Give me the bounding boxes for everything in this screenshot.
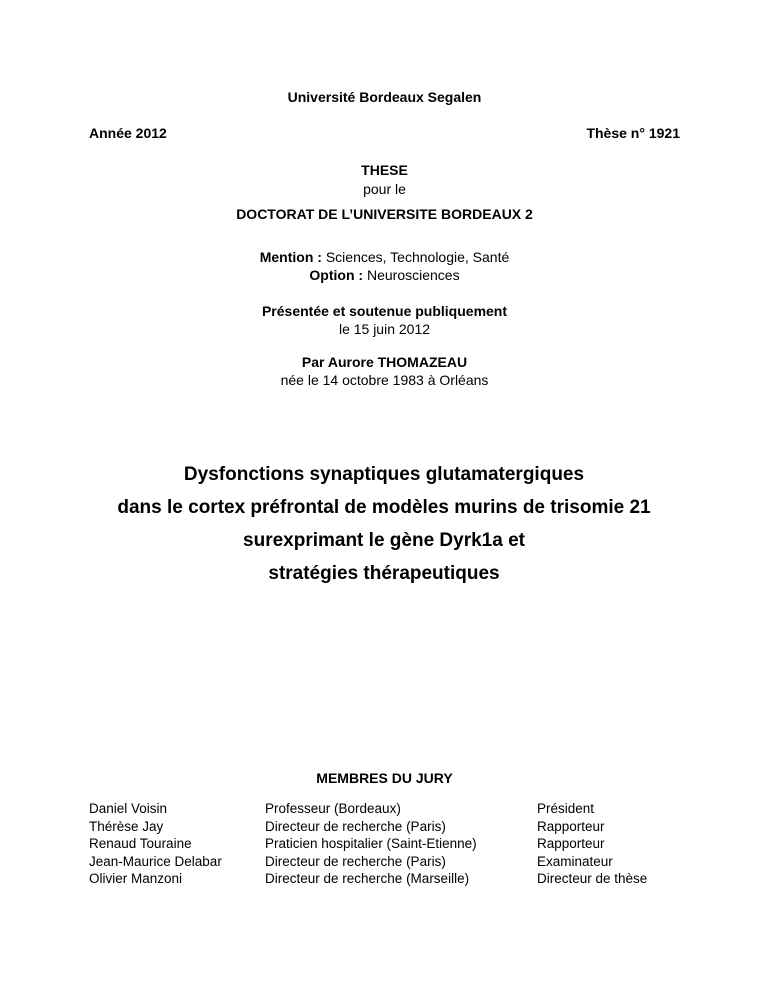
jury-member-name: Renaud Touraine: [89, 836, 192, 851]
these-heading: THESE: [361, 162, 408, 178]
title-line-3: surexprimant le gène Dyrk1a et: [243, 530, 525, 551]
jury-heading: MEMBRES DU JURY: [316, 770, 453, 786]
jury-member-role: Directeur de recherche (Paris): [265, 818, 446, 834]
mention-label: Mention :: [259, 249, 322, 265]
jury-member-function: Rapporteur: [537, 836, 605, 851]
option-line: [89, 266, 680, 284]
jury-member-function: Président: [537, 801, 595, 816]
doctorat-heading: DOCTORAT DE L’UNIVERSITE BORDEAUX 2: [236, 206, 533, 222]
jury-member-name: Jean-Maurice Delabar: [89, 853, 222, 869]
presentation-text: Présentée et soutenue publiquement: [261, 303, 508, 319]
defense-date: le 15 juin 2012: [338, 321, 431, 337]
university-name: Université Bordeaux Segalen: [287, 89, 482, 105]
option-label: Option :: [309, 267, 364, 283]
mention-line: [89, 248, 680, 266]
option-value: Neurosciences: [366, 267, 460, 283]
jury-member-role: Directeur de recherche (Marseille): [265, 871, 470, 886]
year-row: [89, 124, 680, 142]
jury-member-name: Thérèse Jay: [89, 818, 164, 834]
birth-line: née le 14 octobre 1983 à Orléans: [280, 372, 489, 388]
jury-table: [89, 800, 680, 888]
title-line-1: Dysfonctions synaptiques glutamatergiques: [183, 464, 585, 485]
year-label: Année 2012: [89, 125, 167, 141]
jury-member-function: Rapporteur: [537, 818, 605, 834]
pour-le-text: pour le: [363, 181, 406, 197]
title-line-4: stratégies thérapeutiques: [268, 563, 500, 584]
mention-value: Sciences, Technologie, Santé: [325, 249, 510, 265]
author-line: Par Aurore THOMAZEAU: [301, 354, 468, 370]
thesis-number: Thèse n° 1921: [586, 125, 680, 141]
title-line-2: dans le cortex préfrontal de modèles murins de trisomie 21: [117, 497, 651, 518]
jury-member-role: Directeur de recherche (Paris): [265, 853, 446, 869]
jury-member-function: Directeur de thèse: [537, 871, 648, 886]
jury-member-name: Daniel Voisin: [89, 801, 168, 816]
jury-member-role: Praticien hospitalier (Saint-Etienne): [265, 836, 477, 851]
jury-member-name: Olivier Manzoni: [89, 871, 183, 886]
jury-member-function: Examinateur: [537, 853, 613, 869]
jury-member-role: Professeur (Bordeaux): [265, 801, 401, 816]
thesis-main-title: [60, 458, 708, 590]
